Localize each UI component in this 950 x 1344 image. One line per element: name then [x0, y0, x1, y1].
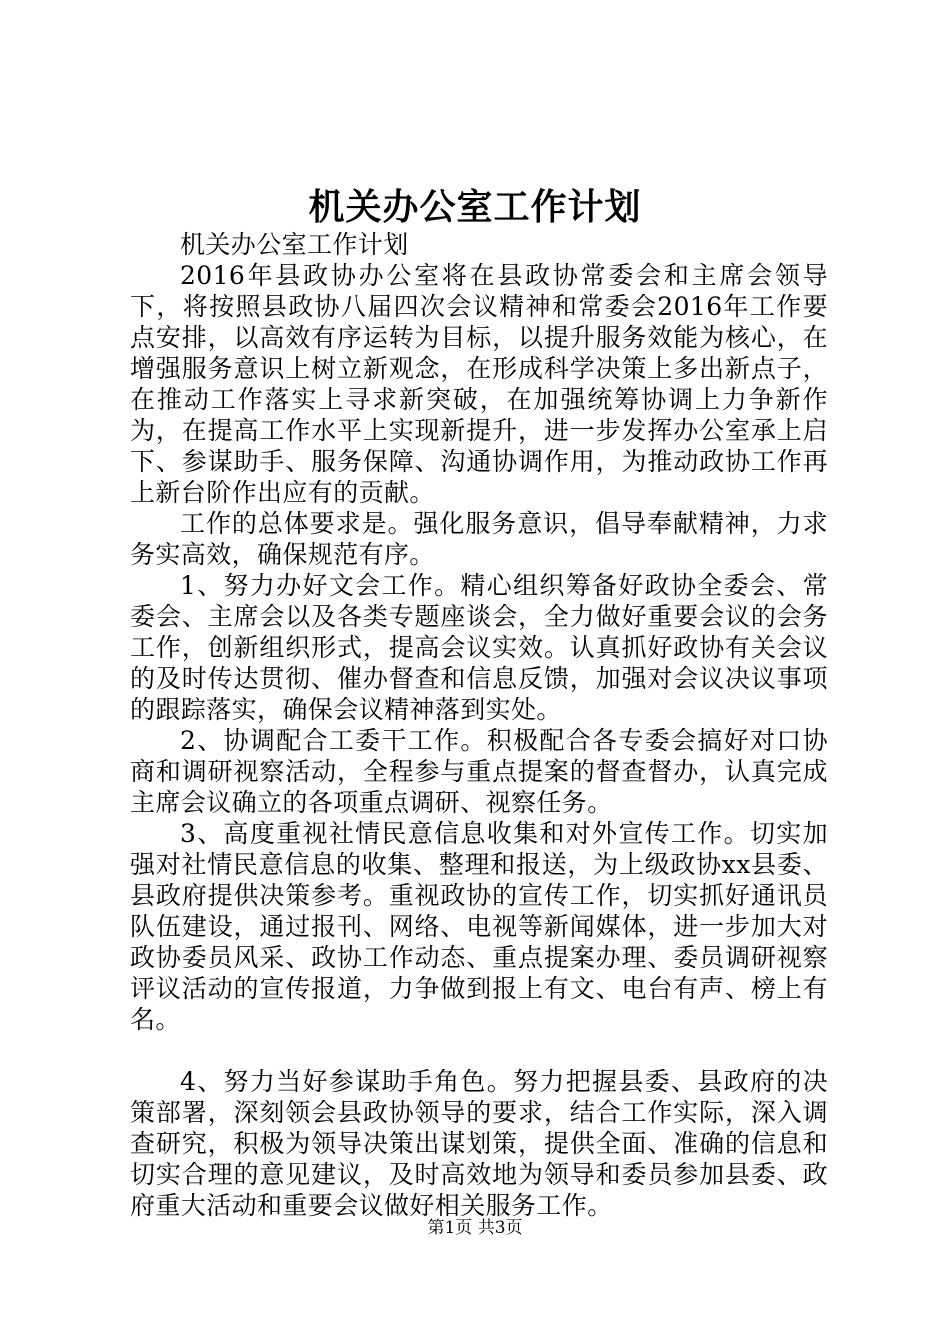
paragraph-item-4: 4、努力当好参谋助手角色。努力把握县委、县政府的决策部署，深刻领会县政协领导的要求，结合工作实际，深入调查研究，积极为领导决策出谋划策，提供全面、准确的信息和切实合理的意见建议，及时高效地为领导和委员参加县委、政府重大活动和重要会议做好相关服务工作。	[130, 1067, 828, 1220]
paragraph-item-2: 2、协调配合工委干工作。积极配合各专委会搞好对口协商和调研视察活动，全程参与重点提案的督查督办，认真完成主席会议确立的各项重点调研、视察任务。	[130, 726, 828, 817]
document-body	[130, 229, 828, 1221]
page-footer: 第1页 共3页	[427, 1218, 523, 1238]
paragraph-item-3: 3、高度重视社情民意信息收集和对外宣传工作。切实加强对社情民意信息的收集、整理和报送，为上级政协xx县委、县政府提供决策参考。重视政协的宣传工作，切实抓好通讯员队伍建设，通过报刊、网络、电视等新闻媒体，进一步加大对政协委员风采、政协工作动态、重点提案办理、委员调研视察评议活动的宣传报道，力争做到报上有文、电台有声、榜上有名。	[130, 819, 828, 1034]
paragraph-subtitle: 机关办公室工作计划	[180, 230, 409, 259]
paragraph-intro: 2016年县政协办公室将在县政协常委会和主席会领导下，将按照县政协八届四次会议精神和常委会2016年工作要点安排，以高效有序运转为目标，以提升服务效能为核心，在增强服务意识上树立新观念，在形成科学决策上多出新点子，在推动工作落实上寻求新突破，在加强统筹协调上力争新作为，在提高工作水平上实现新提升，进一步发挥办公室承上启下、参谋助手、服务保障、沟通协调作用，为推动政协工作再上新台阶作出应有的贡献。	[130, 261, 828, 507]
paragraph-overall-requirements: 工作的总体要求是。强化服务意识，倡导奉献精神，力求务实高效，确保规范有序。	[130, 509, 828, 569]
document-title: 机关办公室工作计划	[308, 186, 642, 228]
paragraph-item-1: 1、努力办好文会工作。精心组织筹备好政协全委会、常委会、主席会以及各类专题座谈会，全力做好重要会议的会务工作，创新组织形式，提高会议实效。认真抓好政协有关会议的及时传达贯彻、催办督查和信息反馈，加强对会议决议事项的跟踪落实，确保会议精神落到实处。	[130, 571, 828, 724]
